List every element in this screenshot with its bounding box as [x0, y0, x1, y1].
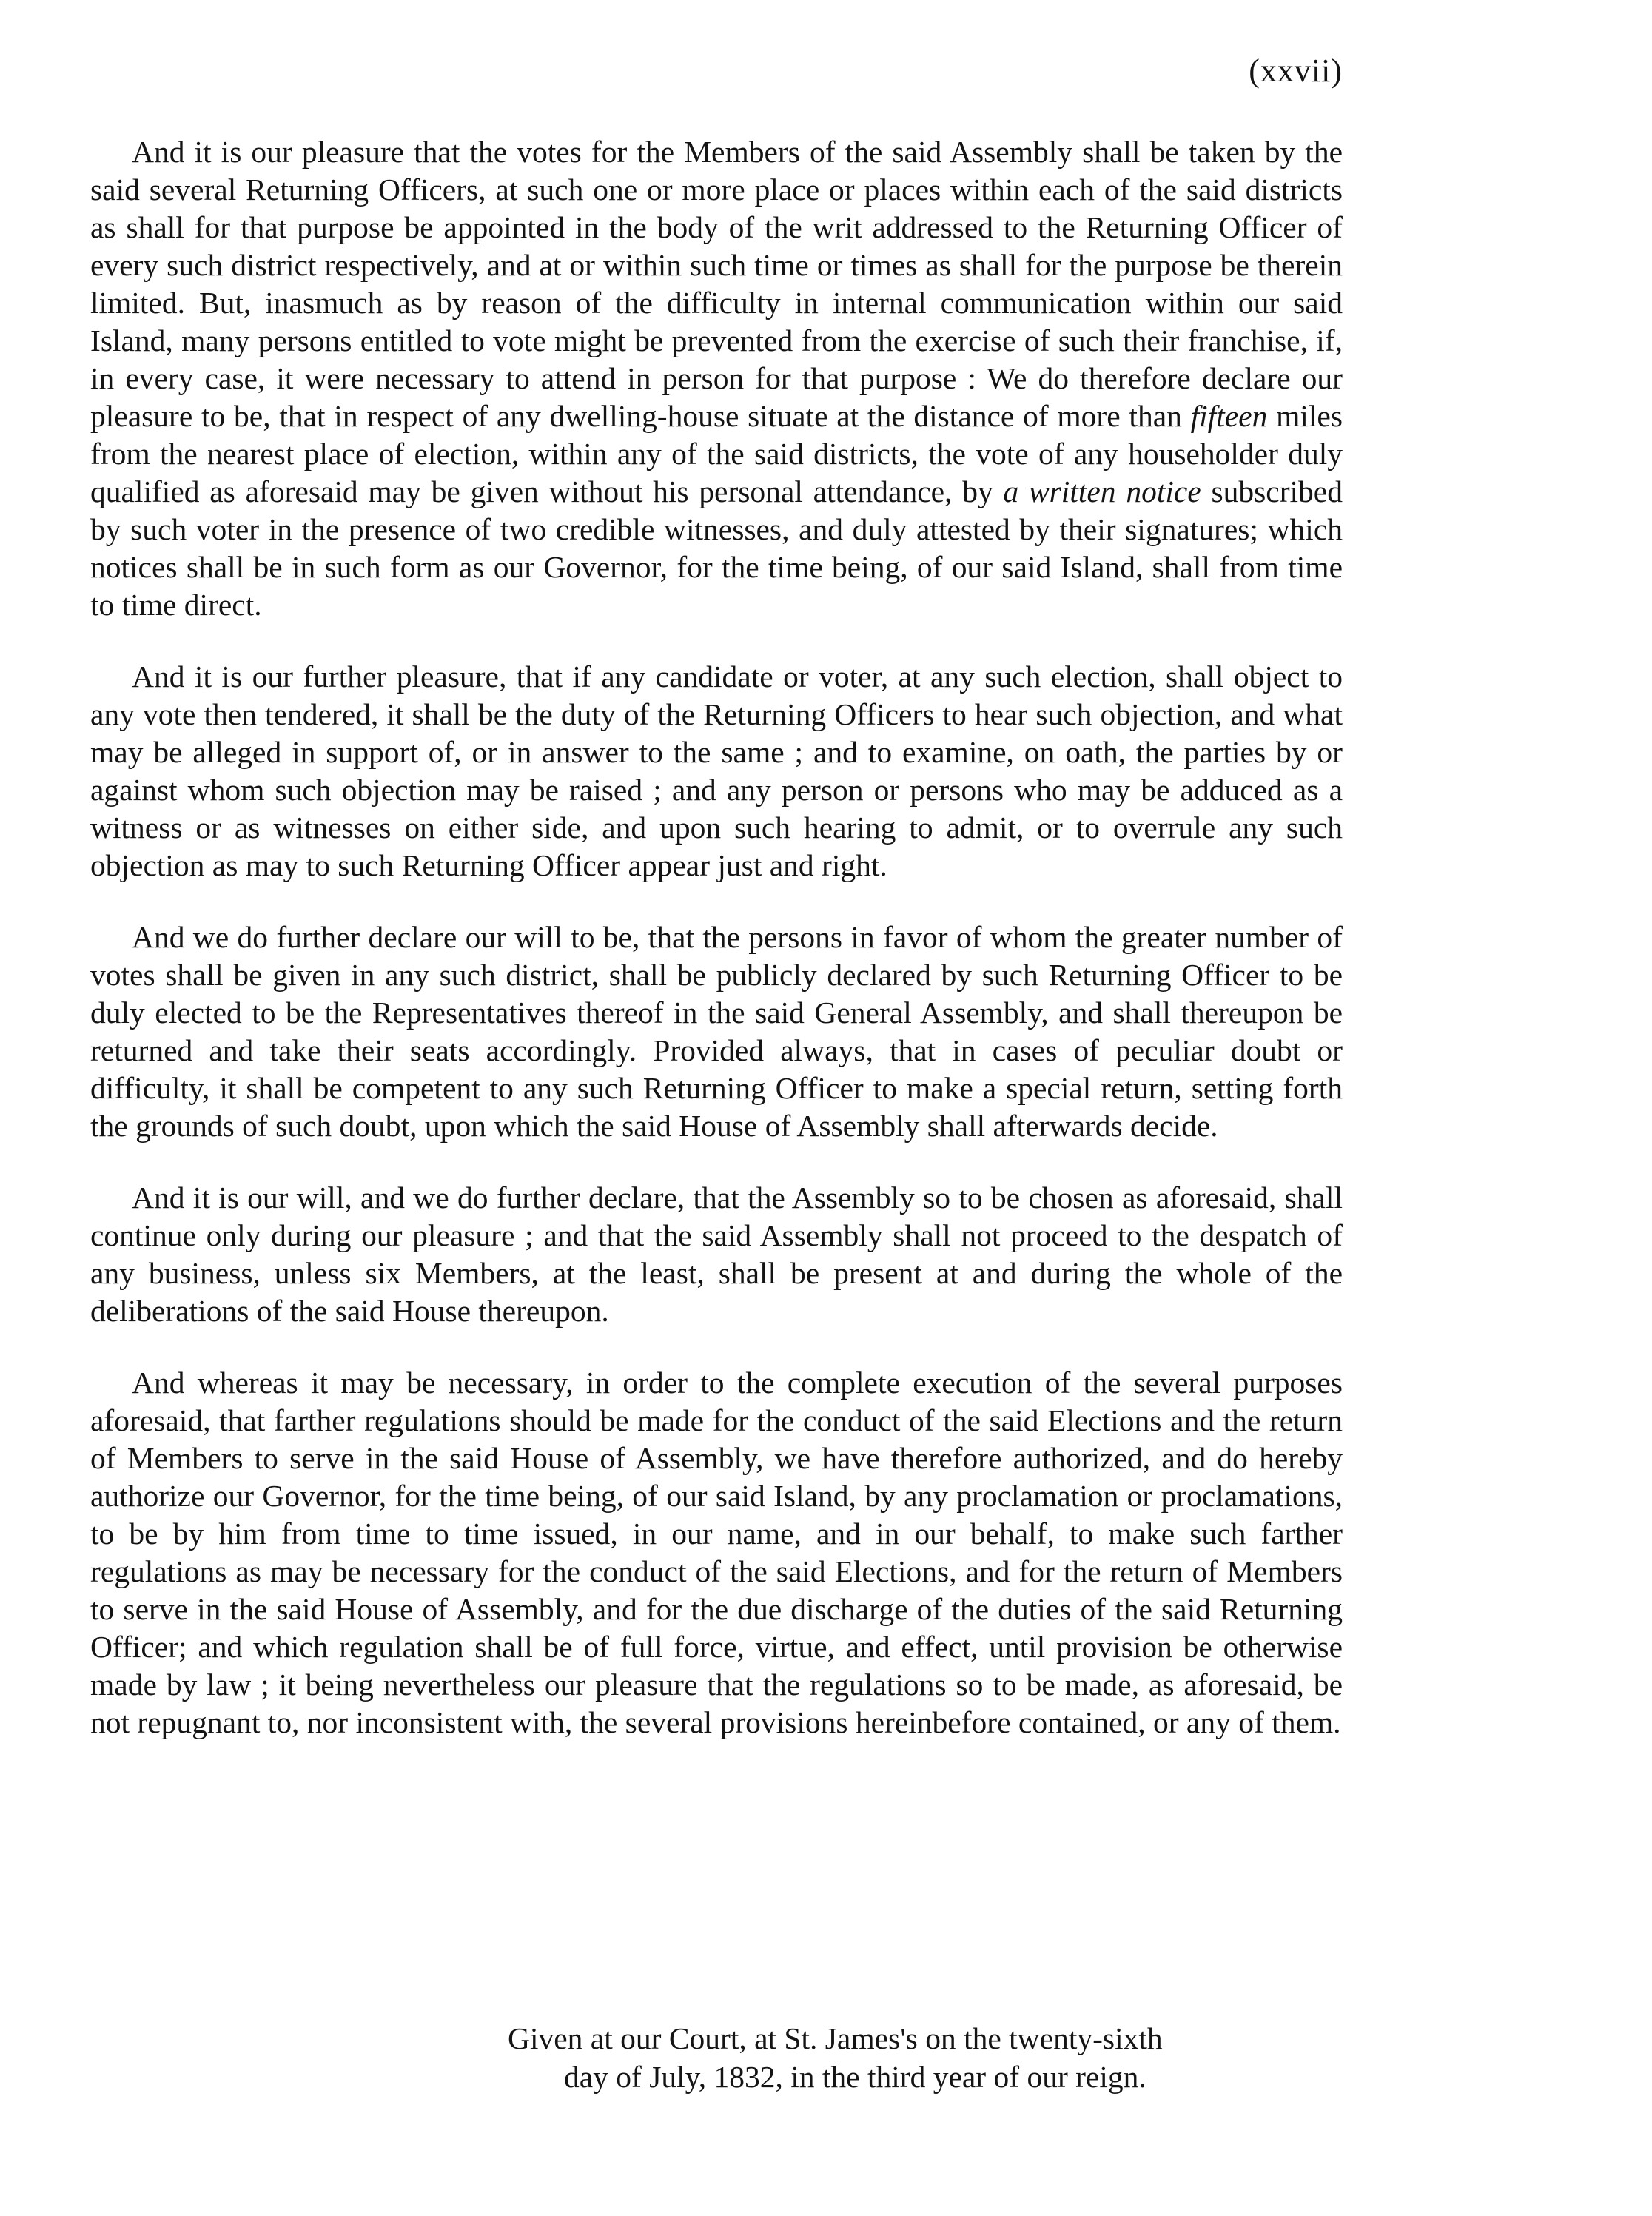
paragraph-election-places: [90, 133, 1343, 624]
paragraph-further-regulations: And whereas it may be necessary, in order to the complete execution of the several purposes aforesaid, that farther regulations should be made for the conduct of the said Elections and the return of Members to serve in the said House of Assembly, we have therefore authorized, and do hereby authorize our Governor, for the time being, of our said Island, by any proclamation or proclamations, to be by him from time to time issued, in our name, and in our behalf, to make such farther regulations as may be necessary for the conduct of the said Elections, and for the return of Members to serve in the said House of Assembly, and for the due discharge of the duties of the said Returning Officer; and which regulation shall be of full force, virtue, and effect, until provision be otherwise made by law ; it being nevertheless our pleasure that the regulations so to be made, as aforesaid, be not repugnant to, nor inconsistent with, the several provisions hereinbefore contained, or any of them.: [90, 1366, 1343, 1739]
emphasis-fifteen: fifteen: [1190, 399, 1268, 433]
paragraph-declaration-of-results: And we do further declare our will to be, that the persons in favor of whom the greater number of votes shall be given in any such district, shall be publicly declared by such Returning Officer to be duly elected to be the Representatives thereof in the said General Assembly, and shall thereupon be returned and take their seats accordingly. Provided always, that in cases of peculiar doubt or difficulty, it shall be competent to any such Returning Officer to make a special return, setting forth the grounds of such doubt, upon which the said House of Assembly shall afterwards decide.: [90, 920, 1343, 1143]
document-body: [90, 133, 1343, 1776]
closing-dateline: [508, 2019, 1344, 2096]
paragraph-text: And it is our pleasure that the votes for the Members of the said Assembly shall be taken by the said several Returning Officers, at such one or more place or places within each of the said districts as shall for that purpose be appointed in the body of the writ addressed to the Returning Officer of every such district respectively, and at or within such time or times as shall for the purpose be therein limited. But, inasmuch as by reason of the difficulty in internal communication within our said Island, many persons entitled to vote might be prevented from the exercise of such their franchise, if, in every case, it were necessary to attend in person for that purpose : We do therefore declare our pleasure to be, that in respect of any dwelling-house situate at the distance of more than: [90, 135, 1343, 433]
paragraph-text: miles from the nearest place of election, within any of the said districts, the vote of any householder duly qualified as aforesaid may be given without his personal attendance, by: [90, 399, 1343, 508]
closing-line-1: Given at our Court, at St. James's on the twenty-sixth: [508, 2021, 1163, 2055]
emphasis-written-notice: a written notice: [1003, 474, 1201, 508]
closing-line-2: day of July, 1832, in the third year of our reign.: [564, 2060, 1146, 2094]
paragraph-text: subscribed by such voter in the presence of two credible witnesses, and duly attested by their signatures; which notices shall be in such form as our Governor, for the time being, of our said Island, shall from time to time direct.: [90, 474, 1343, 622]
paragraph-assembly-duration: And it is our will, and we do further declare, that the Assembly so to be chosen as aforesaid, shall continue only during our pleasure ; and that the said Assembly shall not proceed to the despatch of any business, unless six Members, at the least, shall be present at and during the whole of the deliberations of the said House thereupon.: [90, 1181, 1343, 1328]
page-number: (xxvii): [1249, 53, 1343, 89]
paragraph-objections: And it is our further pleasure, that if any candidate or voter, at any such election, shall object to any vote then tendered, it shall be the duty of the Returning Officers to hear such objection, and what may be alleged in support of, or in answer to the same ; and to examine, on oath, the parties by or against whom such objection may be raised ; and any person or persons who may be adduced as a witness or as witnesses on either side, and upon such hearing to admit, or to overrule any such objection as may to such Returning Officer appear just and right.: [90, 659, 1343, 882]
